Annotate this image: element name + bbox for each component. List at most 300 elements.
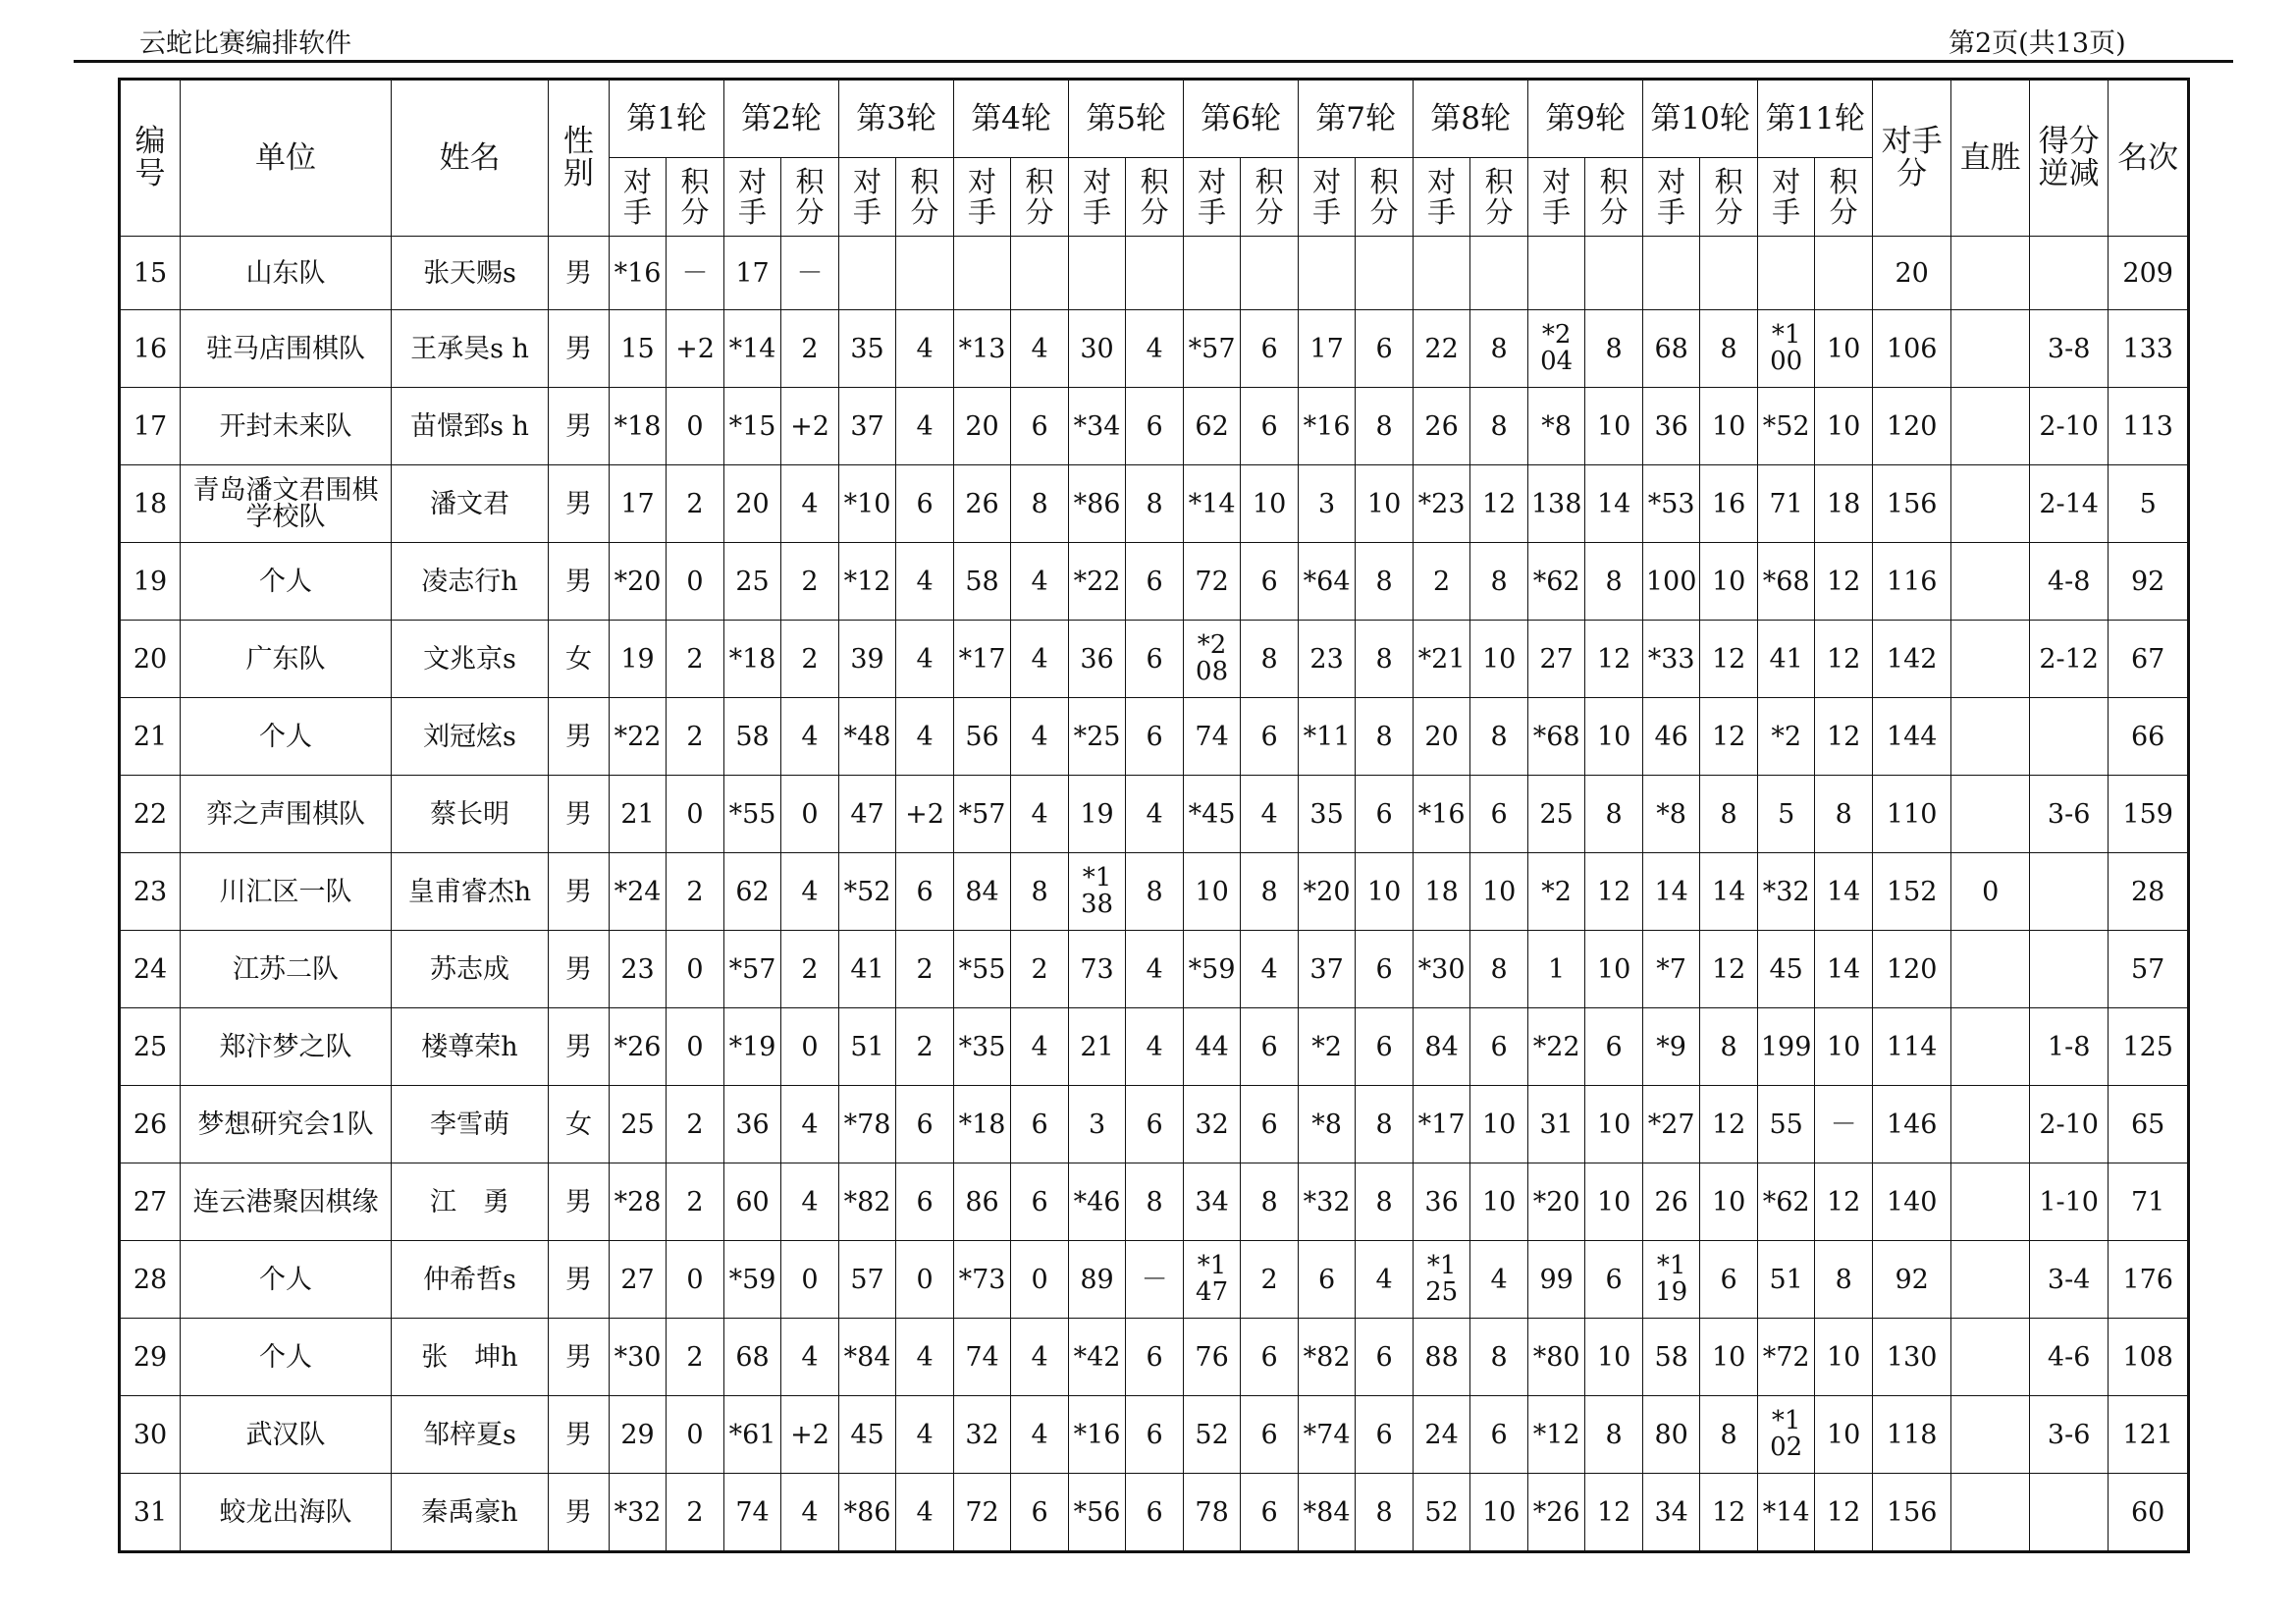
round-opponent: *57 <box>954 776 1011 853</box>
opp-score: 144 <box>1873 698 1951 776</box>
round-opponent: *78 <box>839 1086 896 1163</box>
round-score: 8 <box>1126 853 1184 931</box>
round-opponent: 31 <box>1528 1086 1585 1163</box>
round-score: 10 <box>1700 1319 1758 1396</box>
round-opponent: 88 <box>1414 1319 1470 1396</box>
round-opponent: *15 <box>724 388 781 465</box>
round-score: 6 <box>1126 388 1184 465</box>
round-score: 4 <box>896 621 954 698</box>
round-opponent: *26 <box>1528 1474 1585 1552</box>
round-score: 10 <box>1241 465 1299 543</box>
round-score: 10 <box>1356 465 1414 543</box>
round-score: 10 <box>1585 931 1643 1008</box>
round-score: 6 <box>1356 310 1414 388</box>
round-opponent: *30 <box>610 1319 667 1396</box>
round-opponent: 89 <box>1069 1241 1126 1319</box>
header-round-9-opponent <box>1528 158 1585 237</box>
round-score: 12 <box>1470 465 1528 543</box>
round-opponent: 68 <box>724 1319 781 1396</box>
round-score: 4 <box>1241 776 1299 853</box>
round-opponent: *7 <box>1643 931 1700 1008</box>
player-no: 21 <box>120 698 181 776</box>
round-score: 10 <box>1815 1008 1873 1086</box>
round-opponent: 25 <box>610 1086 667 1163</box>
table-row <box>120 1396 2189 1474</box>
round-score: 8 <box>1356 543 1414 621</box>
round-score: 10 <box>1470 1086 1528 1163</box>
score-label: 积分 <box>1829 165 1858 229</box>
round-opponent: *62 <box>1758 1163 1815 1241</box>
round-opponent: *32 <box>1758 853 1815 931</box>
player-unit: 个人 <box>181 1319 392 1396</box>
round-opponent: *20 <box>1528 1163 1585 1241</box>
round-score: 6 <box>1356 1396 1414 1474</box>
round-opponent: *8 <box>1528 388 1585 465</box>
table-row <box>120 776 2189 853</box>
round-opponent: 51 <box>1758 1241 1815 1319</box>
round-opponent: *57 <box>724 931 781 1008</box>
round-opponent: 34 <box>1643 1474 1700 1552</box>
round-score: 10 <box>1585 1319 1643 1396</box>
round-opponent: *22 <box>610 698 667 776</box>
header-no-label: 编号 <box>134 124 166 191</box>
round-opponent: 36 <box>724 1086 781 1163</box>
opp-score: 92 <box>1873 1241 1951 1319</box>
round-score: 4 <box>781 1086 839 1163</box>
direct-win <box>1951 310 2030 388</box>
rank: 125 <box>2109 1008 2189 1086</box>
header-name: 姓名 <box>392 80 549 237</box>
round-opponent: *82 <box>1299 1319 1356 1396</box>
round-score: － <box>667 237 724 310</box>
round-opponent: 26 <box>954 465 1011 543</box>
round-opponent: *25 <box>1069 698 1126 776</box>
player-gender: 男 <box>549 543 610 621</box>
round-score: 4 <box>1356 1241 1414 1319</box>
round-opponent: *12 <box>839 543 896 621</box>
round-opponent: *16 <box>610 237 667 310</box>
round-opponent: 35 <box>839 310 896 388</box>
round-score: 8 <box>1700 1396 1758 1474</box>
player-unit: 江苏二队 <box>181 931 392 1008</box>
round-opponent: 18 <box>1414 853 1470 931</box>
round-opponent: *16 <box>1414 776 1470 853</box>
round-score: 6 <box>1126 698 1184 776</box>
direct-win <box>1951 931 2030 1008</box>
table-row <box>120 1241 2189 1319</box>
round-score: +2 <box>781 1396 839 1474</box>
round-opponent: 23 <box>610 931 667 1008</box>
header-opp-score <box>1873 80 1951 237</box>
round-score: 4 <box>896 1319 954 1396</box>
score-diff: 4-6 <box>2030 1319 2109 1396</box>
round-opponent: *53 <box>1643 465 1700 543</box>
rank: 67 <box>2109 621 2189 698</box>
round-opponent: 21 <box>610 776 667 853</box>
direct-win <box>1951 465 2030 543</box>
direct-win <box>1951 776 2030 853</box>
round-score: 14 <box>1585 465 1643 543</box>
round-score: 12 <box>1585 853 1643 931</box>
round-opponent: *57 <box>1184 310 1241 388</box>
score-diff: 3-8 <box>2030 310 2109 388</box>
player-no: 15 <box>120 237 181 310</box>
header-round-5: 第5轮 <box>1069 80 1184 158</box>
round-opponent: *2 <box>1758 698 1815 776</box>
round-opponent: *68 <box>1528 698 1585 776</box>
header-rule <box>74 60 2233 63</box>
round-score: 8 <box>1470 543 1528 621</box>
player-gender: 男 <box>549 1008 610 1086</box>
player-no: 20 <box>120 621 181 698</box>
round-opponent: 39 <box>839 621 896 698</box>
player-gender: 女 <box>549 621 610 698</box>
table-row <box>120 931 2189 1008</box>
opp-score: 156 <box>1873 1474 1951 1552</box>
opponent-label: 对手 <box>1083 165 1112 229</box>
header-round-4: 第4轮 <box>954 80 1069 158</box>
player-unit: 弈之声围棋队 <box>181 776 392 853</box>
round-score: 12 <box>1700 621 1758 698</box>
round-opponent: 44 <box>1184 1008 1241 1086</box>
round-score <box>896 237 954 310</box>
round-score: 6 <box>1241 310 1299 388</box>
round-opponent: 84 <box>1414 1008 1470 1086</box>
round-opponent: *42 <box>1069 1319 1126 1396</box>
direct-win <box>1951 1008 2030 1086</box>
round-score: 2 <box>1241 1241 1299 1319</box>
round-score: 6 <box>1241 1086 1299 1163</box>
round-opponent: 27 <box>1528 621 1585 698</box>
header-round-2-score <box>781 158 839 237</box>
round-opponent: *14 <box>724 310 781 388</box>
round-score: 0 <box>667 1396 724 1474</box>
player-unit: 青岛潘文君围棋学校队 <box>181 465 392 543</box>
header-round-8-score <box>1470 158 1528 237</box>
round-opponent: *14 <box>1184 465 1241 543</box>
round-score: +2 <box>781 388 839 465</box>
opp-score: 114 <box>1873 1008 1951 1086</box>
header-row-rounds <box>120 80 2189 158</box>
round-opponent: *84 <box>839 1319 896 1396</box>
round-opponent: 56 <box>954 698 1011 776</box>
player-name: 楼尊荣h <box>392 1008 549 1086</box>
player-unit: 郑汴梦之队 <box>181 1008 392 1086</box>
round-opponent: *82 <box>839 1163 896 1241</box>
round-score: 16 <box>1700 465 1758 543</box>
round-opponent: *18 <box>610 388 667 465</box>
rank: 57 <box>2109 931 2189 1008</box>
round-score: 10 <box>1815 388 1873 465</box>
header-round-6-score <box>1241 158 1299 237</box>
round-score: 14 <box>1815 931 1873 1008</box>
player-no: 22 <box>120 776 181 853</box>
opponent-label: 对手 <box>1657 165 1686 229</box>
header-gender-label: 性别 <box>563 124 594 191</box>
round-score: 6 <box>1356 1319 1414 1396</box>
round-opponent: 32 <box>954 1396 1011 1474</box>
player-gender: 男 <box>549 698 610 776</box>
round-score: 6 <box>1241 1008 1299 1086</box>
rank: 108 <box>2109 1319 2189 1396</box>
round-score: 12 <box>1585 621 1643 698</box>
round-opponent: *10 <box>839 465 896 543</box>
round-opponent: 78 <box>1184 1474 1241 1552</box>
table-body <box>120 237 2189 1552</box>
round-score: 0 <box>667 388 724 465</box>
round-score: 8 <box>1356 1474 1414 1552</box>
score-label: 积分 <box>1369 165 1399 229</box>
round-score: 8 <box>1700 1008 1758 1086</box>
round-score <box>1470 237 1528 310</box>
round-score: 0 <box>781 776 839 853</box>
round-opponent: *22 <box>1528 1008 1585 1086</box>
round-opponent: *22 <box>1069 543 1126 621</box>
round-score: 4 <box>1126 776 1184 853</box>
round-opponent: 5 <box>1758 776 1815 853</box>
round-score: 6 <box>1011 1474 1069 1552</box>
player-no: 31 <box>120 1474 181 1552</box>
round-score: 8 <box>1126 465 1184 543</box>
score-label: 积分 <box>1140 165 1169 229</box>
round-score: 6 <box>1356 931 1414 1008</box>
round-opponent: 22 <box>1414 310 1470 388</box>
player-no: 23 <box>120 853 181 931</box>
round-score: 6 <box>896 465 954 543</box>
round-score: 8 <box>1470 310 1528 388</box>
table-row <box>120 1086 2189 1163</box>
round-opponent: 68 <box>1643 310 1700 388</box>
round-opponent: 19 <box>610 621 667 698</box>
round-opponent: 41 <box>839 931 896 1008</box>
round-score: 8 <box>1815 776 1873 853</box>
round-opponent: 72 <box>954 1474 1011 1552</box>
round-opponent: *24 <box>610 853 667 931</box>
round-opponent: *34 <box>1069 388 1126 465</box>
header-round-6: 第6轮 <box>1184 80 1299 158</box>
player-unit: 梦想研究会1队 <box>181 1086 392 1163</box>
table-header <box>120 80 2189 237</box>
player-no: 29 <box>120 1319 181 1396</box>
player-unit: 广东队 <box>181 621 392 698</box>
round-opponent: 100 <box>1643 543 1700 621</box>
score-diff <box>2030 1474 2109 1552</box>
rank: 159 <box>2109 776 2189 853</box>
round-opponent: *18 <box>724 621 781 698</box>
round-score: 8 <box>1011 853 1069 931</box>
round-opponent: 26 <box>1643 1163 1700 1241</box>
round-opponent: 1 <box>1528 931 1585 1008</box>
score-diff: 2-10 <box>2030 1086 2109 1163</box>
round-score: 10 <box>1700 543 1758 621</box>
player-unit: 武汉队 <box>181 1396 392 1474</box>
score-label: 积分 <box>1025 165 1054 229</box>
round-score: 6 <box>1011 1086 1069 1163</box>
player-gender: 男 <box>549 1396 610 1474</box>
round-opponent: 27 <box>610 1241 667 1319</box>
standings-table <box>118 78 2190 1553</box>
table-row <box>120 310 2189 388</box>
round-opponent: *208 <box>1184 621 1241 698</box>
round-opponent: 41 <box>1758 621 1815 698</box>
opponent-label: 对手 <box>1772 165 1801 229</box>
round-opponent: *52 <box>1758 388 1815 465</box>
round-opponent: *84 <box>1299 1474 1356 1552</box>
round-score: 10 <box>1585 698 1643 776</box>
score-label: 积分 <box>795 165 825 229</box>
score-diff: 2-12 <box>2030 621 2109 698</box>
player-unit: 连云港聚因棋缘 <box>181 1163 392 1241</box>
round-opponent: 99 <box>1528 1241 1585 1319</box>
round-opponent: *138 <box>1069 853 1126 931</box>
table-row <box>120 543 2189 621</box>
round-opponent: *100 <box>1758 310 1815 388</box>
player-no: 27 <box>120 1163 181 1241</box>
player-name: 文兆京s <box>392 621 549 698</box>
round-opponent: 72 <box>1184 543 1241 621</box>
round-score: 0 <box>667 931 724 1008</box>
round-opponent: *35 <box>954 1008 1011 1086</box>
header-round-2-opponent <box>724 158 781 237</box>
round-score: 4 <box>896 1396 954 1474</box>
round-opponent: *2 <box>1528 853 1585 931</box>
score-diff: 3-6 <box>2030 1396 2109 1474</box>
round-opponent: *17 <box>954 621 1011 698</box>
round-score: 10 <box>1585 1086 1643 1163</box>
round-opponent: *2 <box>1299 1008 1356 1086</box>
round-score: 8 <box>1470 931 1528 1008</box>
round-score: 0 <box>781 1008 839 1086</box>
opp-score: 110 <box>1873 776 1951 853</box>
round-opponent: 17 <box>1299 310 1356 388</box>
header-round-10: 第10轮 <box>1643 80 1758 158</box>
player-unit: 山东队 <box>181 237 392 310</box>
round-score: +2 <box>896 776 954 853</box>
header-unit: 单位 <box>181 80 392 237</box>
opp-score: 120 <box>1873 931 1951 1008</box>
opponent-label: 对手 <box>1198 165 1227 229</box>
player-name: 江 勇 <box>392 1163 549 1241</box>
round-score: 6 <box>1011 1163 1069 1241</box>
player-gender: 男 <box>549 1163 610 1241</box>
round-opponent: 35 <box>1299 776 1356 853</box>
player-gender: 男 <box>549 237 610 310</box>
round-score: 6 <box>1241 388 1299 465</box>
round-opponent: *72 <box>1758 1319 1815 1396</box>
round-score: 0 <box>896 1241 954 1319</box>
rank: 66 <box>2109 698 2189 776</box>
round-opponent: 84 <box>954 853 1011 931</box>
round-opponent: 30 <box>1069 310 1126 388</box>
opp-score-label: 对手分 <box>1881 124 1943 191</box>
round-opponent: *80 <box>1528 1319 1585 1396</box>
score-label: 积分 <box>1255 165 1284 229</box>
round-score <box>1815 237 1873 310</box>
round-score: 10 <box>1815 1396 1873 1474</box>
round-score: － <box>1815 1086 1873 1163</box>
round-score: 2 <box>896 1008 954 1086</box>
round-score: 8 <box>1470 1319 1528 1396</box>
player-unit: 川汇区一队 <box>181 853 392 931</box>
header-no <box>120 80 181 237</box>
player-name: 秦禹豪h <box>392 1474 549 1552</box>
round-score: 10 <box>1470 1474 1528 1552</box>
round-score: 4 <box>1011 543 1069 621</box>
round-score: 2 <box>781 621 839 698</box>
round-score: 2 <box>781 931 839 1008</box>
round-score: 6 <box>1356 1008 1414 1086</box>
round-opponent: *16 <box>1069 1396 1126 1474</box>
opponent-label: 对手 <box>623 165 653 229</box>
opp-score: 142 <box>1873 621 1951 698</box>
round-opponent: 57 <box>839 1241 896 1319</box>
round-opponent: *20 <box>610 543 667 621</box>
round-score: 2 <box>667 1319 724 1396</box>
rank: 113 <box>2109 388 2189 465</box>
header-round-10-score <box>1700 158 1758 237</box>
round-score: 0 <box>781 1241 839 1319</box>
round-score: 18 <box>1815 465 1873 543</box>
round-score: 8 <box>1356 1163 1414 1241</box>
round-opponent: *8 <box>1299 1086 1356 1163</box>
round-opponent: *33 <box>1643 621 1700 698</box>
player-name: 蔡长明 <box>392 776 549 853</box>
header-gender <box>549 80 610 237</box>
header-direct-win: 直胜 <box>1951 80 2030 237</box>
round-opponent: *20 <box>1299 853 1356 931</box>
round-score: 4 <box>896 698 954 776</box>
round-opponent: 25 <box>1528 776 1585 853</box>
header-round-2: 第2轮 <box>724 80 839 158</box>
round-opponent: *147 <box>1184 1241 1241 1319</box>
player-name: 皇甫睿杰h <box>392 853 549 931</box>
round-opponent: 17 <box>724 237 781 310</box>
round-opponent: 52 <box>1414 1474 1470 1552</box>
direct-win <box>1951 1396 2030 1474</box>
opponent-label: 对手 <box>1427 165 1457 229</box>
score-diff: 4-8 <box>2030 543 2109 621</box>
round-score: 8 <box>1356 698 1414 776</box>
round-score: 4 <box>1126 310 1184 388</box>
round-opponent: 52 <box>1184 1396 1241 1474</box>
table-row <box>120 237 2189 310</box>
round-opponent: *13 <box>954 310 1011 388</box>
round-score: 4 <box>1011 1008 1069 1086</box>
rank: 28 <box>2109 853 2189 931</box>
player-unit: 个人 <box>181 698 392 776</box>
round-opponent: *17 <box>1414 1086 1470 1163</box>
header-score-diff <box>2030 80 2109 237</box>
header-round-6-opponent <box>1184 158 1241 237</box>
round-score: 6 <box>1241 1319 1299 1396</box>
player-unit: 开封未来队 <box>181 388 392 465</box>
header-round-7-score <box>1356 158 1414 237</box>
player-no: 24 <box>120 931 181 1008</box>
round-score: 4 <box>1011 1319 1069 1396</box>
player-gender: 男 <box>549 1474 610 1552</box>
header-round-11-score <box>1815 158 1873 237</box>
player-name: 张天赐s <box>392 237 549 310</box>
round-opponent: *28 <box>610 1163 667 1241</box>
header-round-9-score <box>1585 158 1643 237</box>
opponent-label: 对手 <box>1312 165 1342 229</box>
round-score: 4 <box>1011 1396 1069 1474</box>
player-name: 邹梓夏s <box>392 1396 549 1474</box>
round-score: 8 <box>1585 310 1643 388</box>
round-opponent: 20 <box>724 465 781 543</box>
round-score: 6 <box>1126 621 1184 698</box>
round-score: 4 <box>781 465 839 543</box>
